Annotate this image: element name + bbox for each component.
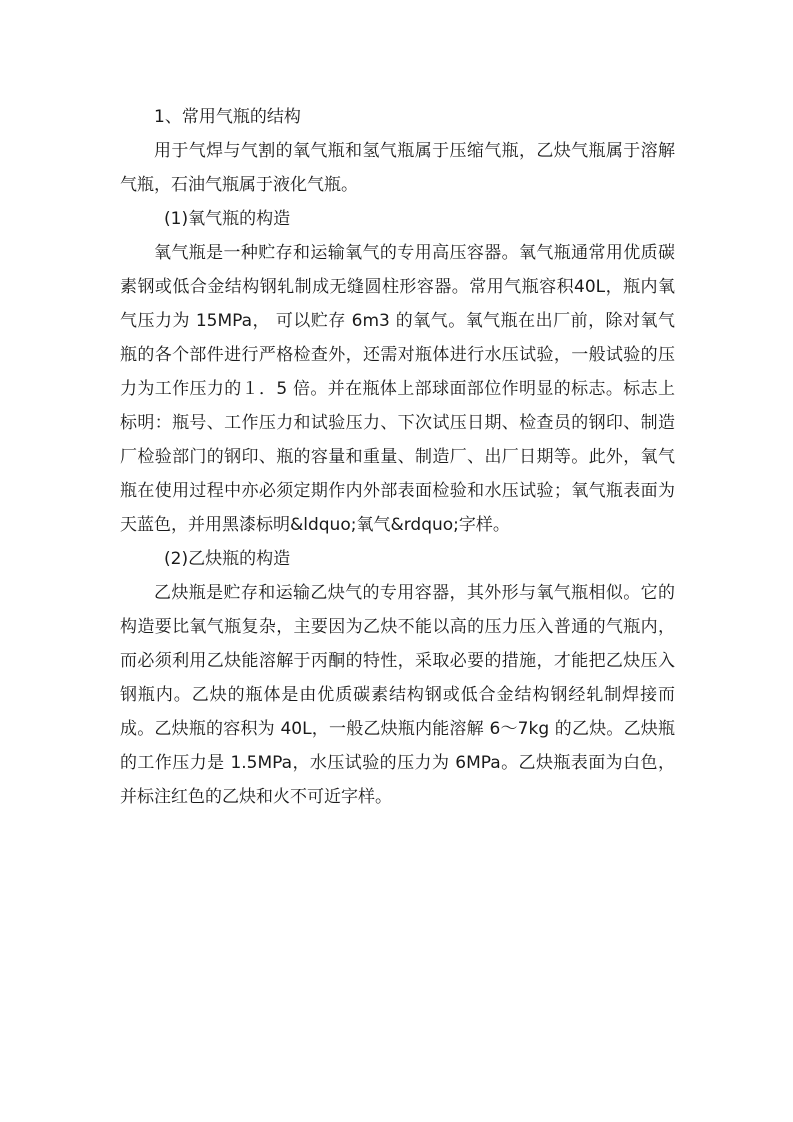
section-heading-cylinder-structure: 1、常用气瓶的结构 — [154, 107, 301, 127]
paragraph-acetylene-cylinder: 乙炔瓶是贮存和运输乙炔气的专用容器，其外形与氧气瓶相似。它的构造要比氧气瓶复杂，主要因为乙炔不能以高的压力压入普通的气瓶内，而必须利用乙炔能溶解于丙酮的特性，采取必要的措施，才能把乙炔压入钢瓶内。乙炔的瓶体是由优质碳素结构钢或低合金结构钢经轧制焊接而成。乙炔瓶的容积为 40L，一般乙炔瓶内能溶解 6～7kg 的乙炔。乙炔瓶的工作压力是 1.5MPa，水压试验的压力为 6MPa。乙炔瓶表面为白色，并标注红色的乙炔和火不可近字样。 — [120, 583, 675, 807]
subheading-oxygen-cylinder: (1)氧气瓶的构造 — [164, 209, 291, 229]
document-body — [120, 100, 675, 814]
paragraph-oxygen-cylinder: 氧气瓶是一种贮存和运输氧气的专用高压容器。氧气瓶通常用优质碳素钢或低合金结构钢轧制成无缝圆柱形容器。常用气瓶容积40L，瓶内氧气压力为 15MPa， 可以贮存 6m3 的氧气。氧气瓶在出厂前，除对氧气瓶的各个部件进行严格检查外，还需对瓶体进行水压试验，一般试验的压力为工作压力的１．5 倍。并在瓶体上部球面部位作明显的标志。标志上标明：瓶号、工作压力和试验压力、下次试压日期、检查员的钢印、制造厂检验部门的钢印、瓶的容量和重量、制造厂、出厂日期等。此外，氧气瓶在使用过程中亦必须定期作内外部表面检验和水压试验；氧气瓶表面为天蓝色，并用黑漆标明&ldquo;氧气&rdquo;字样。 — [120, 243, 675, 535]
paragraph-cylinder-types: 用于气焊与气割的氧气瓶和氢气瓶属于压缩气瓶，乙炔气瓶属于溶解气瓶，石油气瓶属于液化气瓶。 — [120, 141, 675, 195]
subheading-acetylene-cylinder: (2)乙炔瓶的构造 — [164, 549, 291, 569]
